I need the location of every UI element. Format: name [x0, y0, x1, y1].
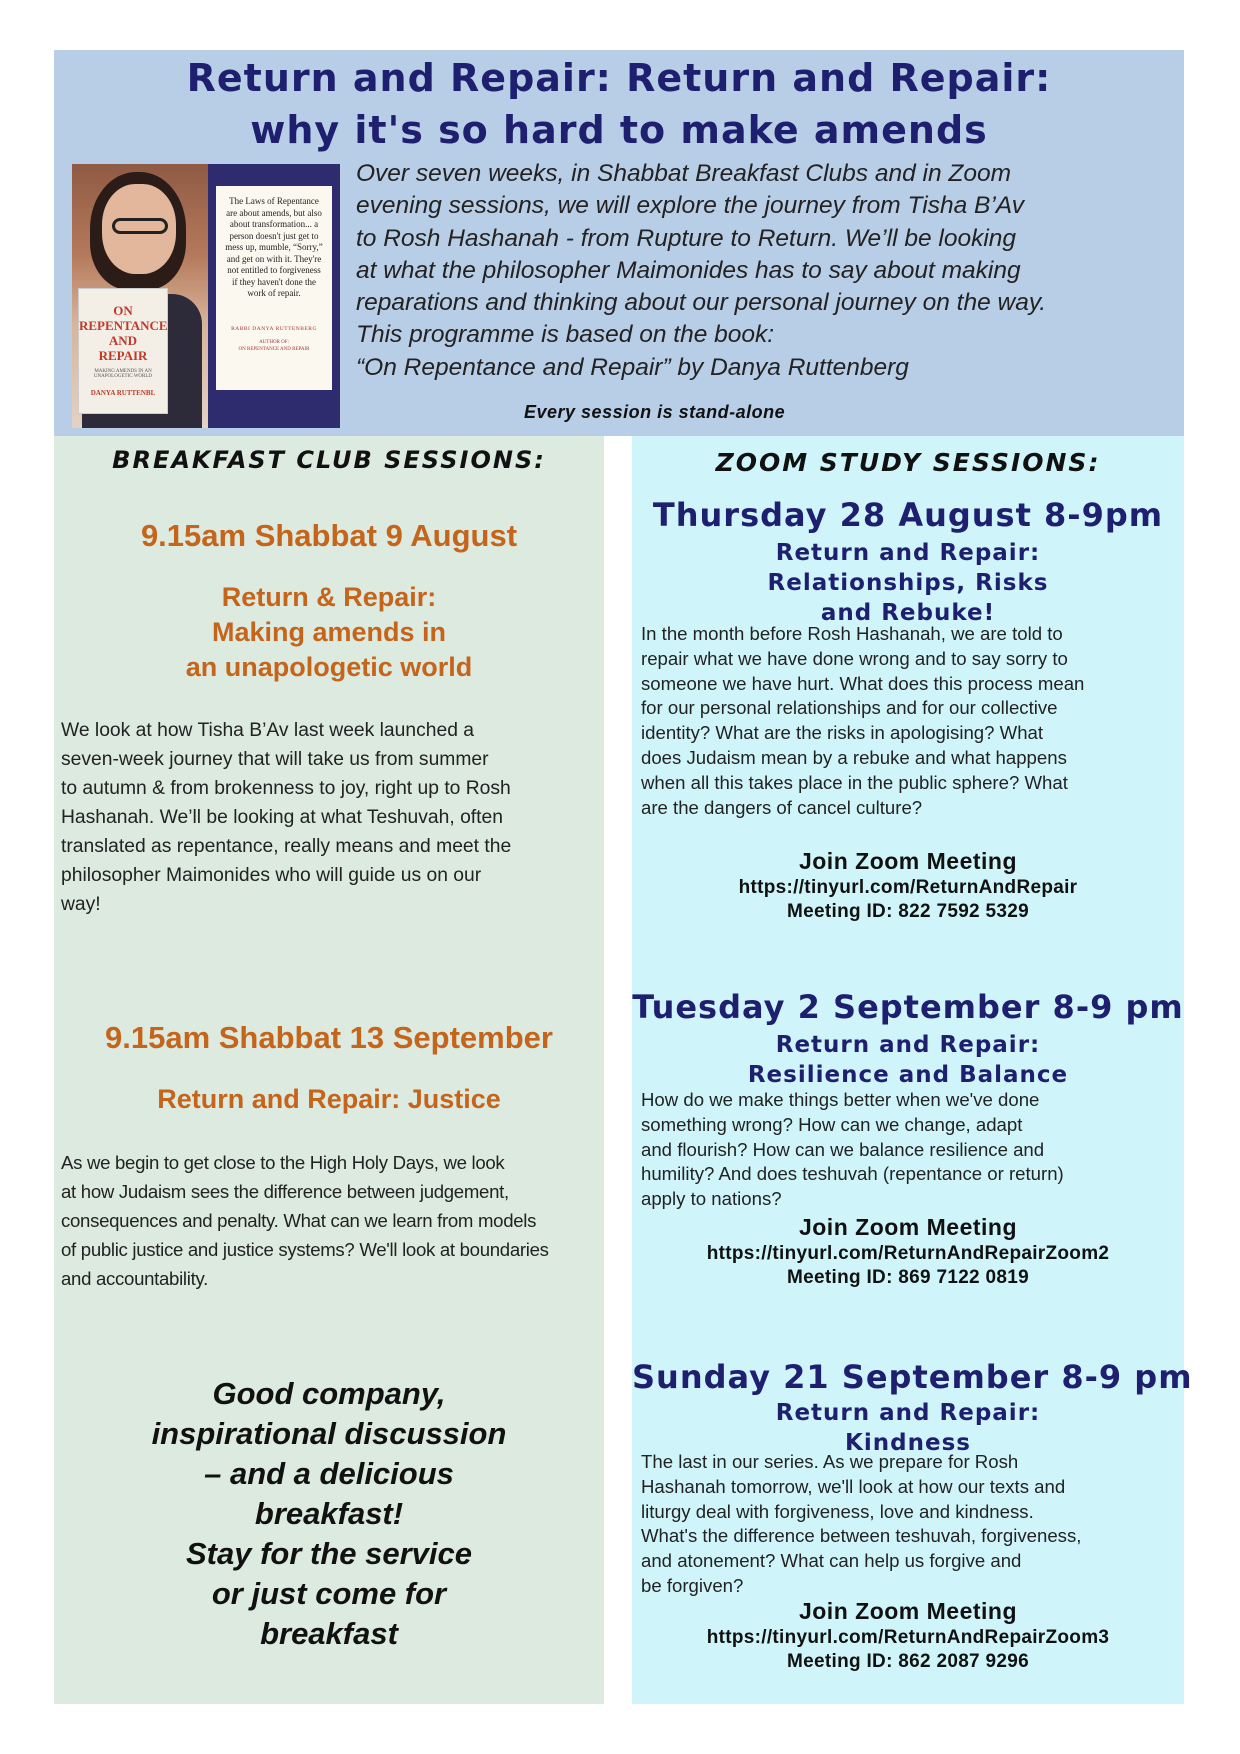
header-banner	[54, 50, 1184, 436]
description-line: does Judaism mean by a rebuke and what happens	[641, 746, 1067, 768]
zoom-session-1-description	[641, 622, 1175, 820]
tagline-line: or just come for	[211, 1576, 447, 1611]
meeting-id: Meeting ID: 869 7122 0819	[787, 1267, 1029, 1288]
book-front-cover	[78, 288, 168, 414]
description-line: of public justice and justice systems? We'll look at boundaries	[61, 1239, 549, 1260]
description-line: How do we make things better when we've done	[641, 1089, 1040, 1110]
description-line: In the month before Rosh Hashanah, we are told to	[641, 623, 1063, 644]
intro-line: to Rosh Hashanah - from Rupture to Return. We’ll be looking	[356, 224, 1017, 252]
zoom-link[interactable]: https://tinyurl.com/ReturnAndRepair	[738, 877, 1078, 898]
session-title-line: Return & Repair:	[221, 582, 437, 612]
breakfast-session-2-description	[61, 1148, 593, 1293]
zoom-session-3-join	[632, 1596, 1184, 1674]
book-cover-title	[79, 303, 167, 363]
intro-line: This programme is based on the book:	[356, 321, 775, 349]
description-line: repair what we have done wrong and to say sorry to	[641, 647, 1068, 669]
quote-line: about transformation... a	[229, 219, 319, 229]
session-title-line: an unapologetic world	[185, 652, 473, 682]
tagline-line: Good company,	[212, 1376, 446, 1411]
breakfast-club-heading: BREAKFAST CLUB SESSIONS:	[112, 446, 546, 474]
tagline-line: Stay for the service	[185, 1536, 473, 1571]
description-line: and atonement? What can help us forgive and	[641, 1550, 1022, 1572]
description-line: We look at how Tisha B’Av last week launched a	[61, 720, 474, 741]
join-zoom-label: Join Zoom Meeting	[798, 1214, 1018, 1240]
description-line: What's the difference between teshuvah, forgiveness,	[641, 1525, 1082, 1547]
description-line: humility? And does teshuvah (repentance or return)	[641, 1163, 1064, 1185]
zoom-session-2-title	[632, 1030, 1184, 1090]
description-line: something wrong? How can we change, adapt	[641, 1113, 1023, 1135]
tagline-line: inspirational discussion	[151, 1416, 507, 1451]
quote-line: mess up, mumble, “Sorry,”	[225, 242, 323, 252]
description-line: be forgiven?	[641, 1574, 744, 1596]
description-line: Hashanah. We’ll be looking at what Teshuvah, often	[61, 807, 503, 828]
description-line: liturgy deal with forgiveness, love and kindness.	[641, 1500, 1034, 1522]
quote-line: if they haven't done the	[231, 276, 317, 287]
description-line: to autumn & from brokenness to joy, right up to Rosh	[61, 778, 511, 799]
breakfast-club-column	[54, 436, 604, 1704]
meeting-id: Meeting ID: 822 7592 5329	[787, 901, 1029, 922]
zoom-session-3-description	[641, 1450, 1175, 1599]
quote-attribution-2	[221, 339, 327, 353]
book-cover-photo	[72, 164, 208, 428]
zoom-session-2-description	[641, 1088, 1175, 1212]
zoom-sessions-column	[632, 436, 1193, 1704]
intro-line: “On Repentance and Repair” by Danya Ruttenberg	[356, 353, 909, 381]
intro-line: evening sessions, we will explore the journey from Tisha B’Av	[356, 192, 1024, 220]
description-line: identity? What are the risks in apologising? What	[641, 722, 1044, 744]
zoom-sessions-heading: ZOOM STUDY SESSIONS:	[715, 448, 1101, 477]
tagline-line: breakfast	[260, 1616, 398, 1651]
quote-line: are about amends, but also	[226, 207, 322, 218]
session-title-line: Making amends in	[211, 617, 447, 647]
zoom-session-3-title	[632, 1398, 1184, 1458]
quote-attribution: RABBI DANYA RUTTENBERG	[231, 325, 317, 332]
session-title-line: Return and Repair: Justice	[157, 1084, 501, 1114]
session-title-line: and Rebuke!	[820, 600, 996, 626]
description-line: apply to nations?	[641, 1188, 782, 1210]
zoom-session-1-date: Thursday 28 August 8-9pm	[652, 496, 1164, 534]
breakfast-session-1-description	[61, 716, 593, 919]
description-line: philosopher Maimonides who will guide us on our	[61, 865, 482, 886]
description-line: seven-week journey that will take us from summer	[61, 749, 489, 770]
quote-line: and get on with it. They're	[226, 253, 322, 264]
description-line: Hashanah tomorrow, we'll look at how our texts and	[641, 1475, 1066, 1497]
breakfast-session-2-date: 9.15am Shabbat 13 September	[105, 1020, 553, 1055]
description-line: when all this takes place in the public sphere? What	[641, 771, 1068, 793]
description-line: The last in our series. As we prepare for Rosh	[641, 1451, 1019, 1472]
breakfast-session-2-title	[54, 1082, 604, 1117]
meeting-id: Meeting ID: 862 2087 9296	[787, 1651, 1029, 1672]
page-title	[54, 52, 1184, 156]
description-line: way!	[61, 894, 101, 915]
zoom-session-3-date: Sunday 21 September 8-9 pm	[632, 1358, 1193, 1396]
tagline-line: breakfast!	[254, 1496, 404, 1531]
session-title-line: Return and Repair:	[775, 540, 1041, 566]
intro-paragraph	[356, 158, 1172, 384]
description-line: for our personal relationships and for our collective	[641, 697, 1058, 719]
intro-line: reparations and thinking about our personal journey on the way.	[356, 289, 1047, 317]
intro-line: at what the philosopher Maimonides has to say about making	[356, 256, 1021, 284]
breakfast-tagline	[54, 1374, 604, 1654]
session-title-line: Return and Repair:	[775, 1400, 1041, 1426]
quote-attribution-2-line: ON REPENTANCE AND REPAIR	[238, 347, 310, 352]
title-line-1: Return and Repair: Return and Repair:	[186, 56, 1052, 100]
book-quote-card	[216, 186, 332, 390]
quote-line: person doesn't just get to	[229, 230, 319, 241]
description-line: are the dangers of cancel culture?	[641, 796, 923, 818]
session-title-line: Kindness	[845, 1430, 971, 1456]
book-cover-title-line: ON	[113, 303, 133, 318]
book-cover-title-line: REPAIR	[98, 348, 148, 363]
description-line: and flourish? How can we balance resilience and	[641, 1138, 1045, 1160]
join-zoom-label: Join Zoom Meeting	[798, 1598, 1018, 1624]
zoom-link[interactable]: https://tinyurl.com/ReturnAndRepairZoom3	[706, 1627, 1110, 1648]
zoom-session-2-date: Tuesday 2 September 8-9 pm	[632, 988, 1184, 1026]
zoom-link[interactable]: https://tinyurl.com/ReturnAndRepairZoom2	[706, 1243, 1110, 1264]
book-cover-author: DANYA RUTTENBL	[90, 389, 156, 397]
zoom-session-2-join	[632, 1212, 1184, 1290]
description-line: consequences and penalty. What can we learn from models	[61, 1210, 537, 1231]
description-line: As we begin to get close to the High Holy Days, we look	[61, 1152, 505, 1173]
quote-line: work of repair.	[247, 288, 301, 298]
breakfast-session-1-title	[54, 580, 604, 685]
quote-line: The Laws of Repentance	[229, 196, 319, 206]
tagline-line: – and a delicious	[204, 1456, 454, 1491]
title-line-2: why it's so hard to make amends	[250, 108, 988, 152]
breakfast-session-1-date: 9.15am Shabbat 9 August	[140, 518, 518, 553]
book-cover-title-line: AND	[108, 333, 138, 348]
author-glasses	[112, 218, 168, 234]
description-line: at how Judaism sees the difference between judgement,	[61, 1181, 509, 1202]
session-title-line: Resilience and Balance	[747, 1062, 1069, 1088]
quote-attribution-2-line: AUTHOR OF:	[259, 340, 289, 345]
quote-line: not entitled to forgiveness	[227, 265, 321, 275]
intro-line: Over seven weeks, in Shabbat Breakfast Clubs and in Zoom	[356, 160, 1012, 187]
zoom-session-1-title	[632, 538, 1184, 628]
book-quote-panel	[208, 164, 340, 428]
session-title-line: Return and Repair:	[775, 1032, 1041, 1058]
description-line: and accountability.	[61, 1268, 208, 1289]
session-title-line: Relationships, Risks	[767, 570, 1049, 596]
join-zoom-label: Join Zoom Meeting	[798, 848, 1018, 874]
description-line: someone we have hurt. What does this process mean	[641, 672, 1085, 694]
description-line: translated as repentance, really means and meet the	[61, 836, 512, 857]
standalone-note: Every session is stand-alone	[524, 402, 786, 422]
zoom-session-1-join	[632, 846, 1184, 924]
book-cover-title-line: REPENTANCE	[79, 318, 168, 333]
book-cover-subtitle: MAKING AMENDS IN AN UNAPOLOGETIC WORLD	[93, 369, 153, 379]
